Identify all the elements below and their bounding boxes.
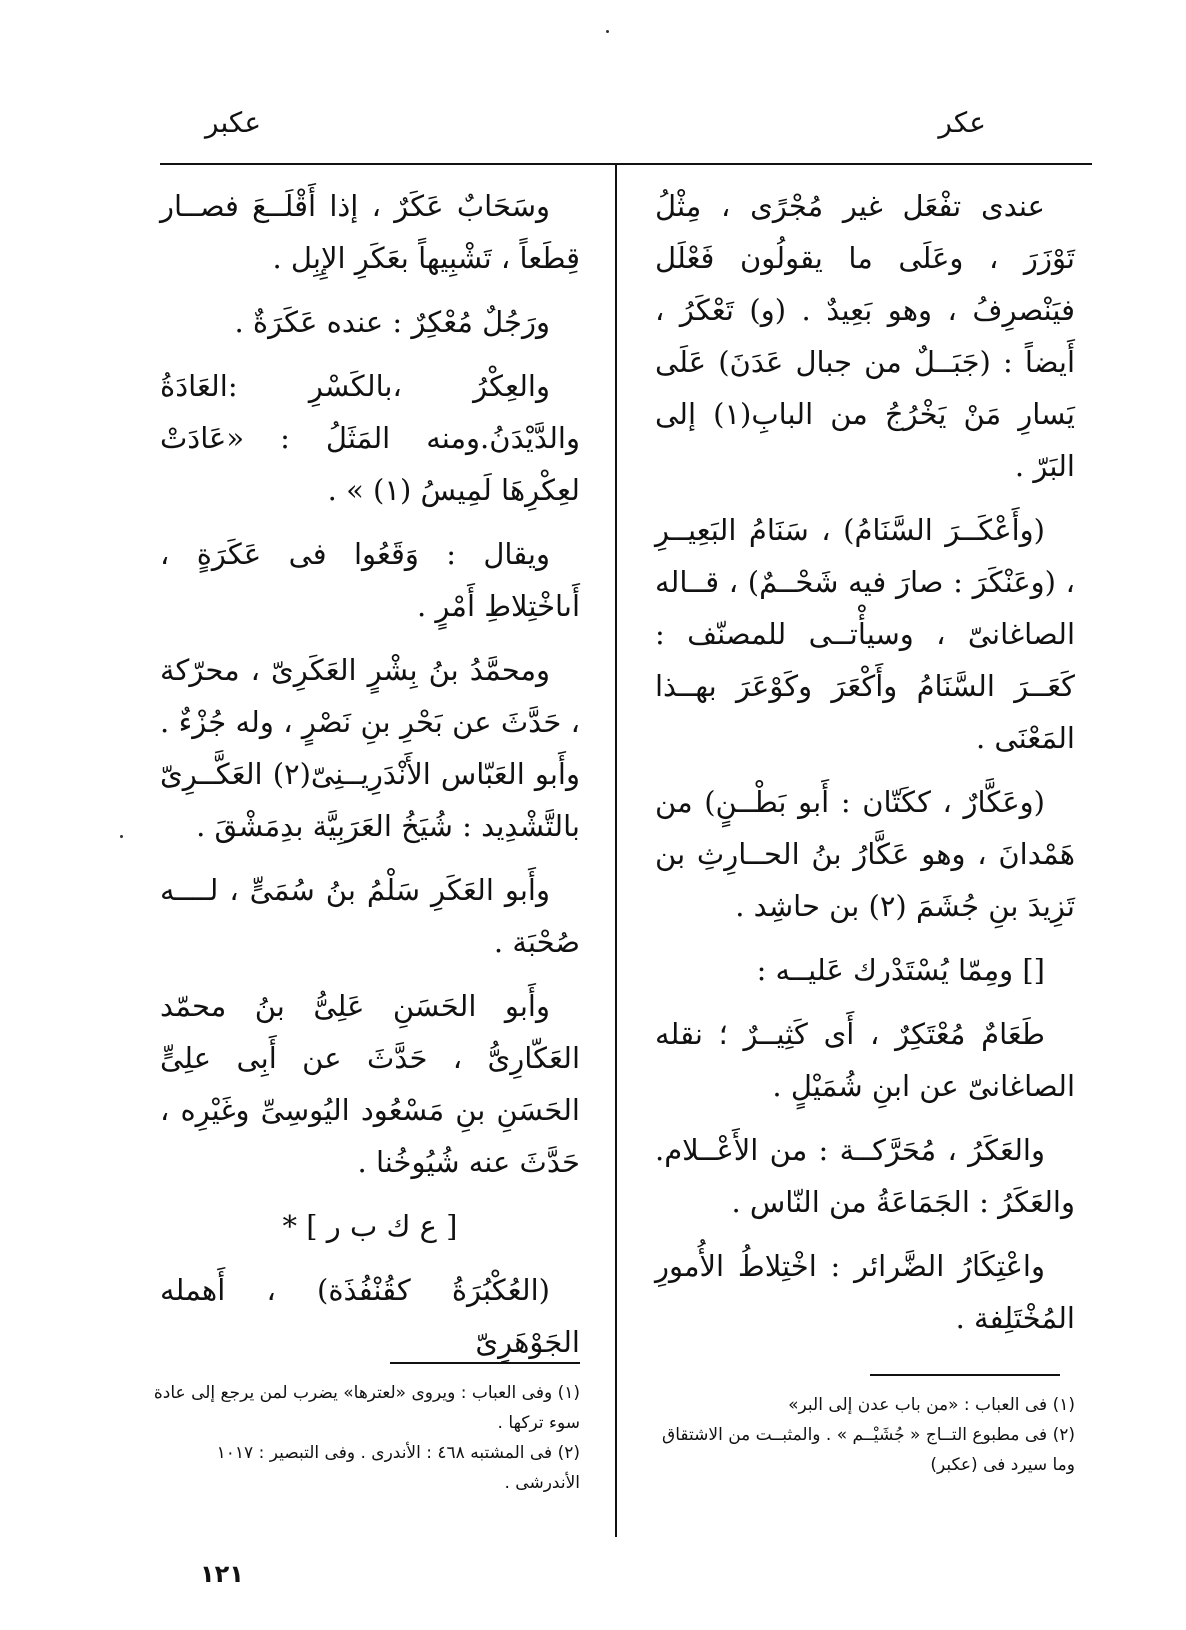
footnotes-right: [645, 1390, 1075, 1480]
footnote: (٢) فى المشتبه ٤٦٨ : الأندرى . وفى التبصير : ١٠١٧ الأندرشى .: [216, 1443, 580, 1493]
column-divider: [615, 165, 617, 1537]
entry-paragraph: (وأَعْكَــرَ السَّنَامُ) ، سَنَامُ البَعِيــرِ ، (وعَنْكَرَ : صارَ فيه شَحْــمٌ) ، قــاله الصاغانىّ ، وسيأْتــى للمصنّف : كَعَــرَ السَّنَامُ وأَكْعَرَ وكَوْعَرَ بهــذا المَعْنَى .: [655, 513, 1075, 755]
entry-paragraph: والعَكَرُ ، مُحَرَّكــة : من الأَعْــلام. والعَكَرُ : الجَمَاعَةُ من النّاس .: [655, 1133, 1075, 1219]
footnote: (٢) فى مطبوع التــاج « جُشَيْــم » . والمثبــت من الاشتقاق وما سيرد فى (عكبر): [662, 1425, 1075, 1475]
entry-paragraph: عندى تفْعَل غير مُجْرًى ، مِثْلُ تَوْزَرَ ، وعَلَى ما يقولُون فَعْلَل فيَنْصرِفُ ، وهو بَعِيدٌ . (و) تَعْكَرُ ، أَيضاً : (جَبَــلٌ من جبال عَدَنَ) عَلَى يَسارِ مَنْ يَخْرُجُ من البابِ(١) إلى البَرّ .: [655, 189, 1075, 483]
entry-paragraph: (العُكْبُرَةُ كقُنْفُذَة) ، أَهمله الجَوْهَرِىّ: [160, 1273, 580, 1359]
running-header-left: عكبر: [205, 106, 262, 139]
scan-speck: [120, 835, 123, 838]
footnote: (١) فى العباب : «من باب عدن إلى البر»: [788, 1395, 1075, 1415]
entry-paragraph: ورَجُلٌ مُعْكِرٌ : عنده عَكَرَةٌ .: [234, 305, 550, 339]
footnote-rule-left: [390, 1362, 580, 1364]
left-column: [160, 180, 580, 1380]
header-rule: [160, 163, 1092, 165]
right-column: [655, 180, 1075, 1356]
running-header-right: عكر: [938, 106, 986, 139]
footnote-rule-right: [870, 1374, 1060, 1376]
entry-paragraph: (وعَكَّارٌ ، ككَتّان : أَبو بَطْــنٍ) من هَمْدانَ ، وهو عَكَّارُ بنُ الحــارِثِ بن تَزِيدَ بنِ جُشَمَ (٢) بن حاشِد .: [655, 785, 1075, 923]
entry-paragraph: وسَحَابٌ عَكَرٌ ، إذا أَقْلَــعَ فصــار قِطَعاً ، تَشْبِيهاً بعَكَرِ الإِبِل .: [160, 189, 580, 275]
footnote: (١) وفى العباب : ويروى «لعترها» يضرب لمن يرجع إلى عادة سوء تركها .: [153, 1383, 580, 1433]
addendum-heading: [] ومِمّا يُسْتَدْرك عَليــه :: [756, 953, 1045, 987]
entry-paragraph: ومحمَّدُ بنُ بِشْرٍ العَكَرِىّ ، محرّكة ، حَدَّثَ عن بَحْرِ بنِ نَصْرٍ ، وله جُزْءٌ . وأَبو العَبّاس الأَنْدَرِيــنِىّ(٢) العَكَّــرِىّ بالتَّشْدِيد : شُيَخُ العَرَبِيَّة بدِمَشْقَ .: [160, 653, 580, 843]
entry-paragraph: والعِكْرُ ،بالكَسْرِ :العَادَةُ والدَّيْدَنُ.ومنه المَثَلُ : «عَادَتْ لعِكْرِهَا لَمِيسُ (١) » .: [160, 369, 580, 507]
footnotes-left: [150, 1378, 580, 1498]
entry-paragraph: وأَبو الحَسَنِ عَلِىُّ بنُ محمّد العَكّارِىُّ ، حَدَّثَ عن أَبِى علِىٍّ الحَسَنِ بنِ مَسْعُود اليُوسِىِّ وغَيْرِه ، حَدَّثَ عنه شُيُوخُنا .: [160, 989, 580, 1179]
root-heading: [ ع ك ب ر ] *: [282, 1209, 458, 1243]
entry-paragraph: طَعَامٌ مُعْتَكِرٌ ، أَى كَثِيــرٌ ؛ نقله الصاغانىّ عن ابنِ شُمَيْلٍ .: [655, 1017, 1075, 1103]
scan-speck: [606, 30, 609, 33]
entry-paragraph: واعْتِكَارُ الضَّرائر : اخْتِلاطُ الأُمورِ المُخْتَلِفة .: [655, 1249, 1075, 1335]
page-number: ١٢١: [200, 1560, 244, 1588]
entry-paragraph: وأَبو العَكَرِ سَلْمُ بنُ سُمَىٍّ ، لــــه صُحْبَة .: [160, 873, 580, 959]
entry-paragraph: ويقال : وَقَعُوا فى عَكَرَةٍ ، أَىاخْتِلاطِ أَمْرٍ .: [160, 537, 580, 623]
